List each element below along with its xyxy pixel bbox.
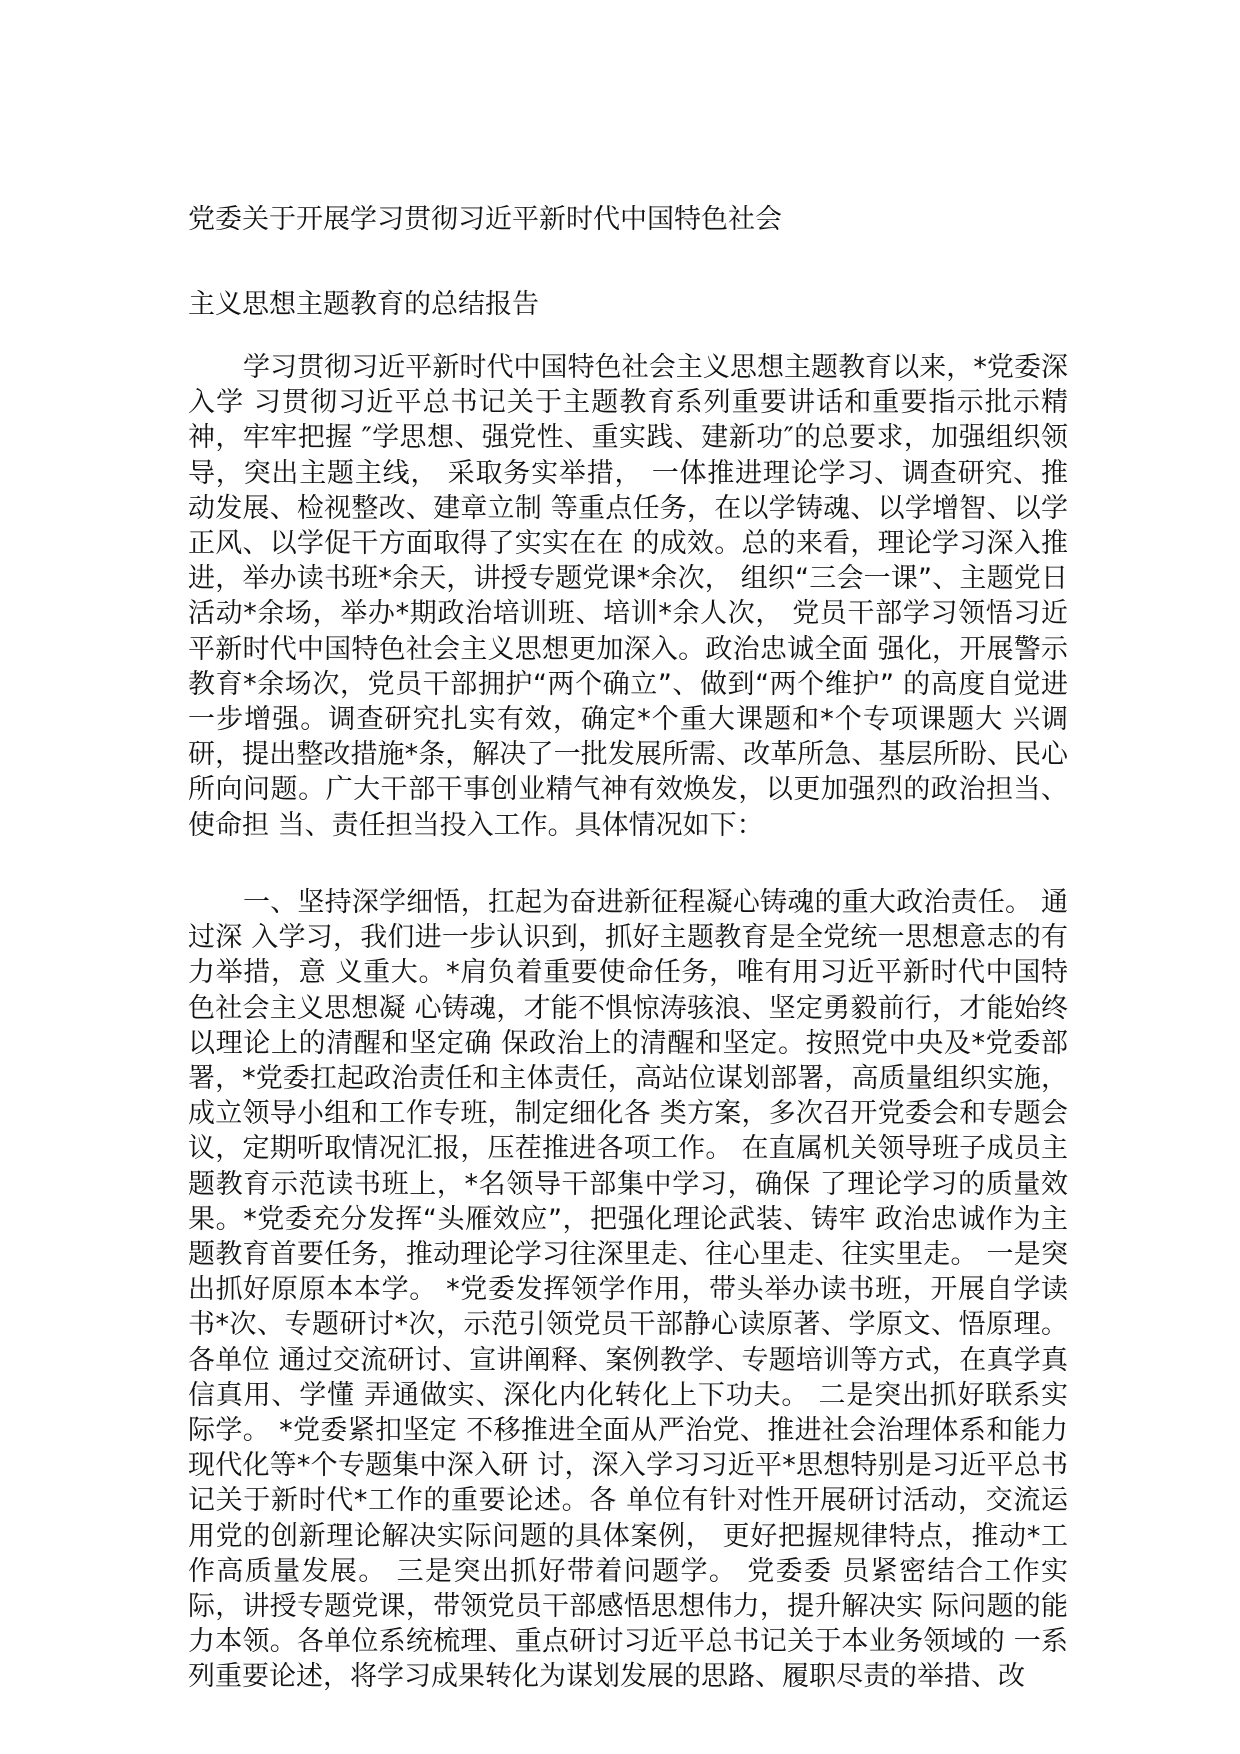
report-title-line-2: 主义思想主题教育的总结报告 [188,289,539,320]
report-title-line-1: 党委关于开展学习贯彻习近平新时代中国特色社会 [188,204,782,235]
body-paragraph-section-one: 一、坚持深学细悟，扛起为奋进新征程凝心铸魂的重大政治责任。 通过深 入学习，我们进一步认识到，抓好主题教育是全党统一思想意志的有力举措，意 义重大。*肩负着重要使命任务，唯有用习近平新时代中国特色社会主义思想凝 心铸魂，才能不惧惊涛骇浪、坚定勇毅前行，才能始终以理论上的清醒和坚定确 保政治上的清醒和坚定。按照党中央及*党委部署，*党委扛起政治责任和主体责任，高站位谋划部署，高质量组织实施，成立领导小组和工作专班，制定细化各 类方案，多次召开党委会和专题会议，定期听取情况汇报，压茬推进各项工作。 在直属机关领导班子成员主题教育示范读书班上，*名领导干部集中学习，确保 了理论学习的质量效果。*党委充分发挥“头雁效应”，把强化理论武装、铸牢 政治忠诚作为主题教育首要任务，推动理论学习往深里走、往心里走、往实里走。 一是突出抓好原原本本学。 *党委发挥领学作用，带头举办读书班，开展自学读 书*次、专题研讨*次，示范引领党员干部静心读原著、学原文、悟原理。各单位 通过交流研讨、宣讲阐释、案例教学、专题培训等方式，在真学真信真用、学懂 弄通做实、深化内化转化上下功夫。 二是突出抓好联系实际学。 *党委紧扣坚定 不移推进全面从严治党、推进社会治理体系和能力现代化等*个专题集中深入研 讨，深入学习习近平*思想特别是习近平总书记关于新时代*工作的重要论述。各 单位有针对性开展研讨活动，交流运用党的创新理论解决实际问题的具体案例， 更好把握规律特点，推动*工作高质量发展。 三是突出抓好带着问题学。 党委委 员紧密结合工作实际，讲授专题党课，带领党员干部感悟思想伟力，提升解决实 际问题的能力本领。各单位系统梳理、重点研讨习近平总书记关于本业务领域的 一系列重要论述，将学习成果转化为谋划发展的思路、履职尽责的举措、改 [188,887,1068,1693]
body-paragraph-intro: 学习贯彻习近平新时代中国特色社会主义思想主题教育以来，*党委深入学 习贯彻习近平总书记关于主题教育系列重要讲话和重要指示批示精神，牢牢把握 ″学思想、强党性、重实践、建新功″的总要求，加强组织领导，突出主题主线， 采取务实举措， 一体推进理论学习、调查研究、推动发展、检视整改、建章立制 等重点任务，在以学铸魂、以学增智、以学正风、以学促干方面取得了实实在在 的成效。总的来看，理论学习深入推进，举办读书班*余天，讲授专题党课*余次， 组织“三会一课”、主题党日活动*余场，举办*期政治培训班、培训*余人次， 党员干部学习领悟习近平新时代中国特色社会主义思想更加深入。政治忠诚全面 强化，开展警示教育*余场次，党员干部拥护“两个确立”、做到“两个维护” 的高度自觉进一步增强。调查研究扎实有效，确定*个重大课题和*个专项课题大 兴调研，提出整改措施*条，解决了一批发展所需、改革所急、基层所盼、民心 所向问题。广大干部干事创业精气神有效焕发，以更加强烈的政治担当、使命担 当、责任担当投入工作。具体情况如下： [188,352,1068,841]
